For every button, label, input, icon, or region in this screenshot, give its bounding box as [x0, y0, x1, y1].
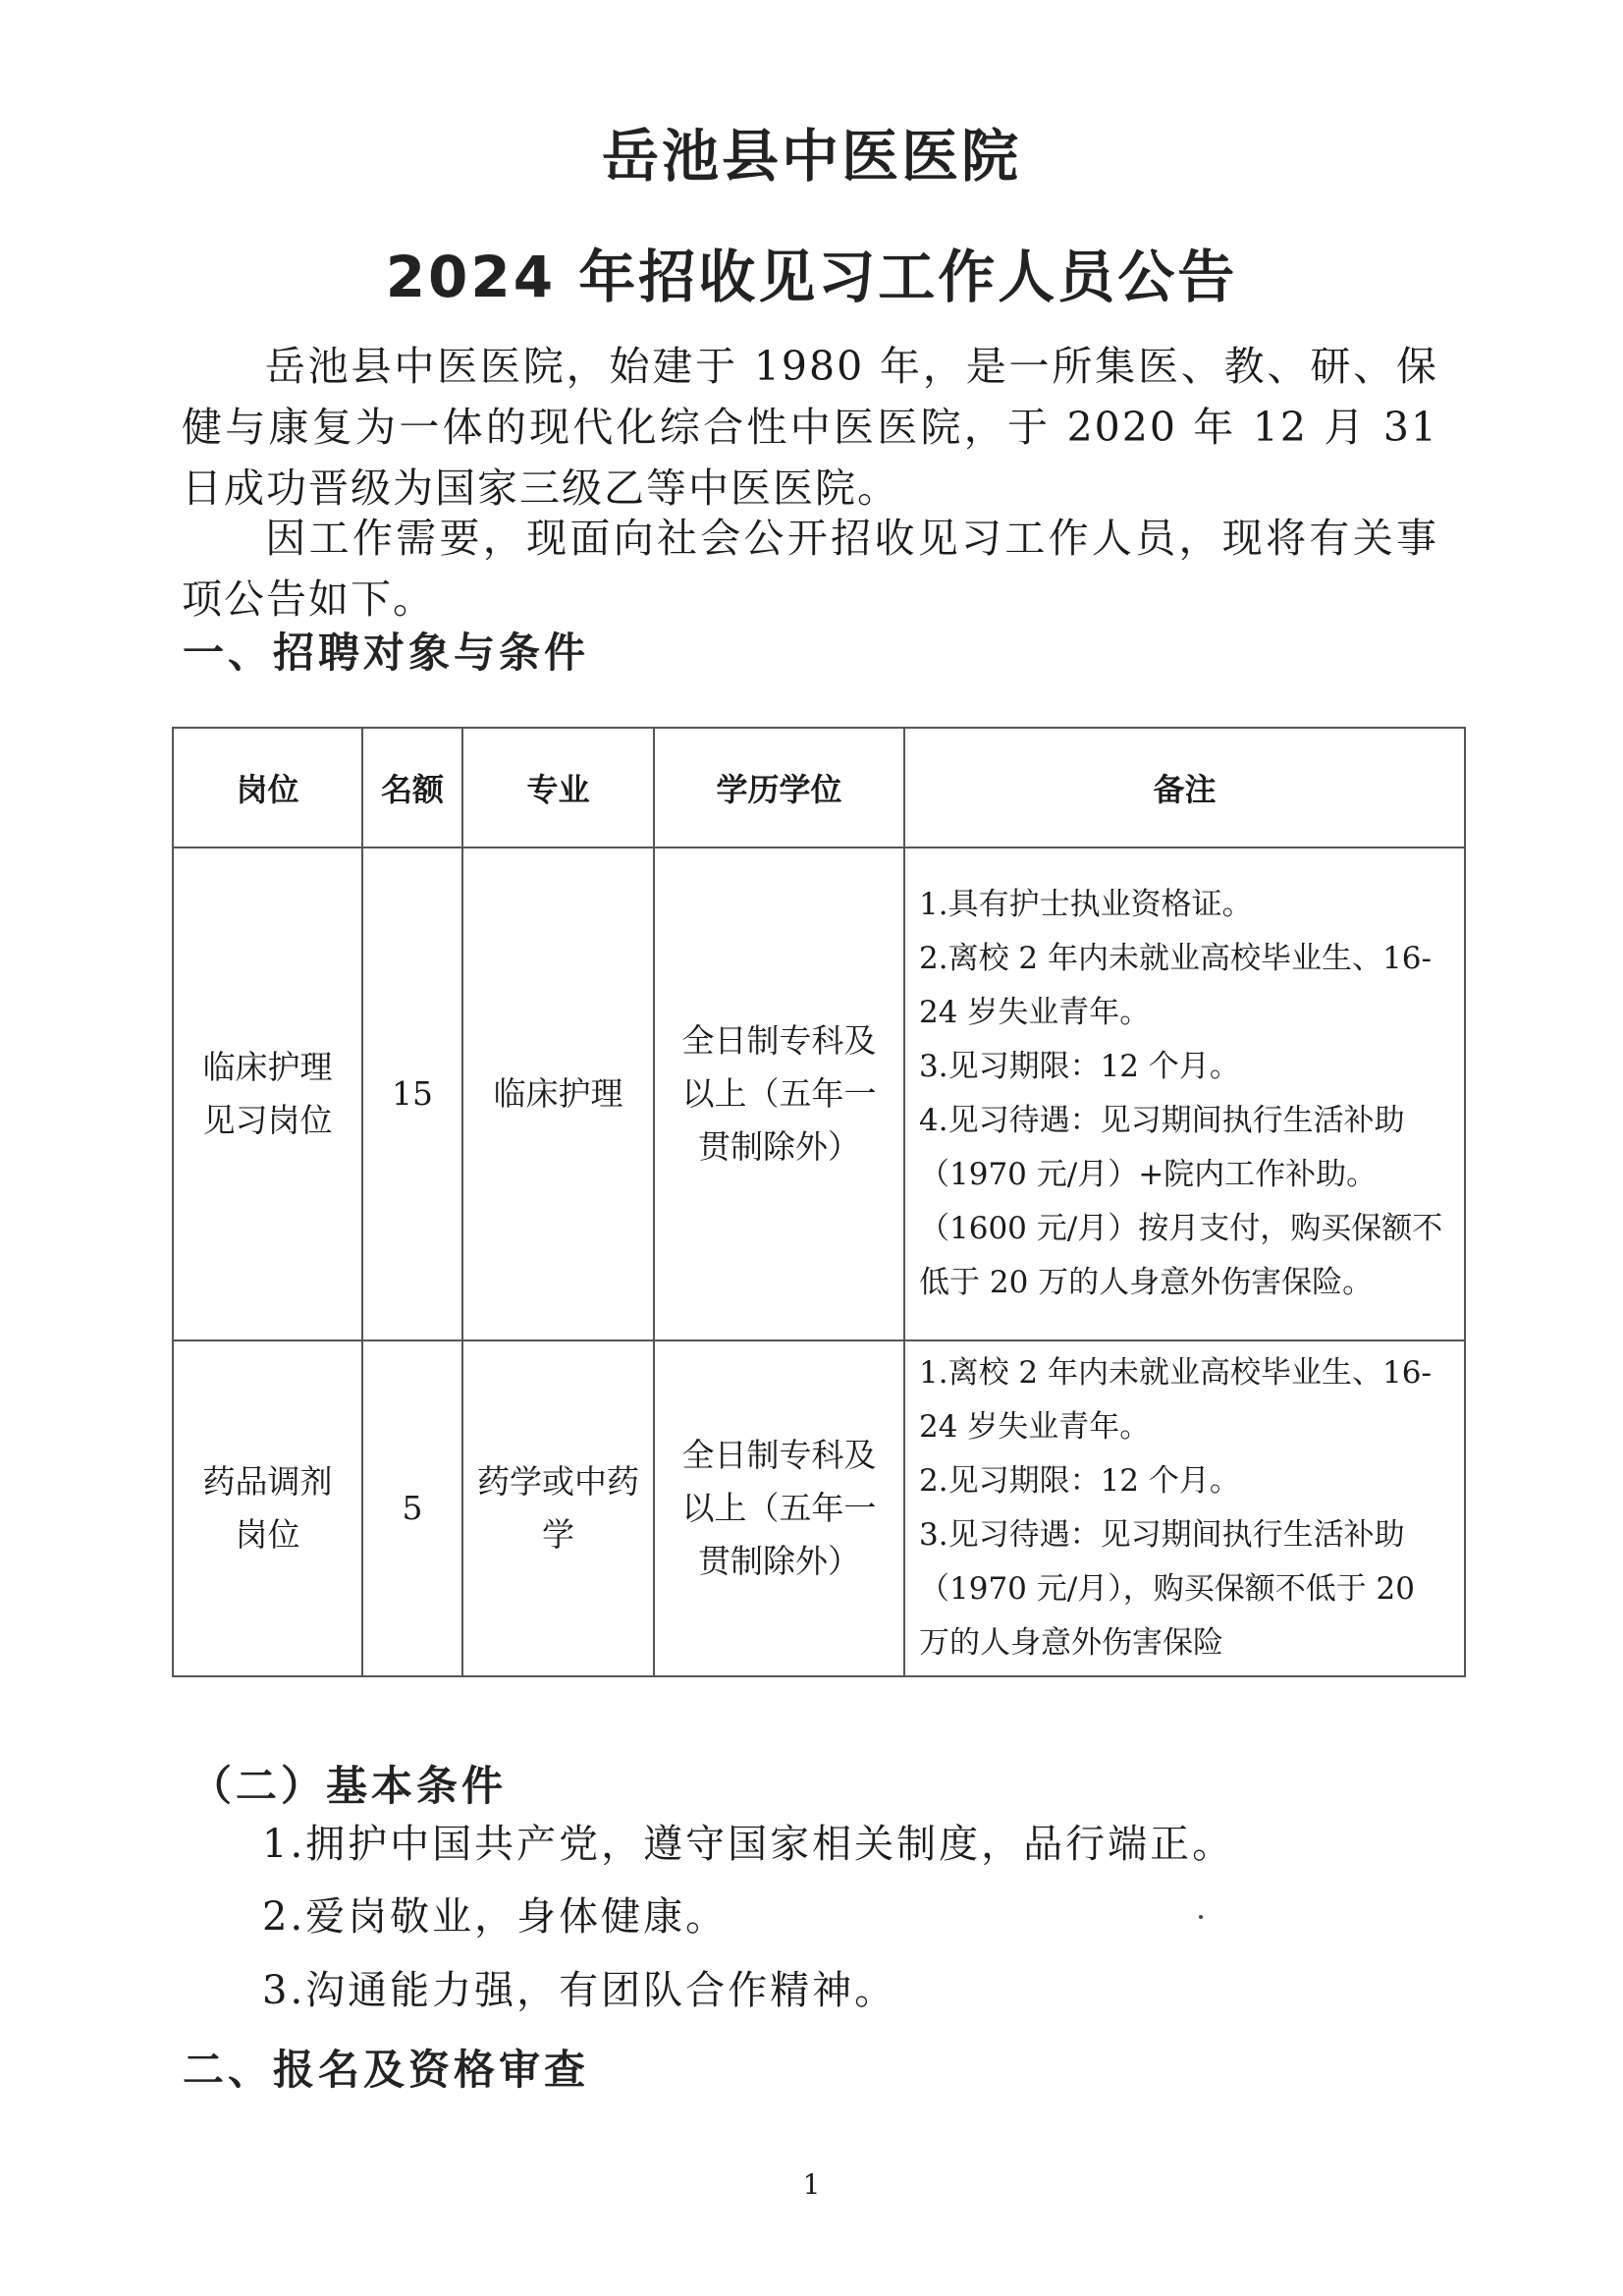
- table-row: [173, 847, 1465, 1340]
- scan-speck: [1199, 1915, 1203, 1919]
- header-major: 专业: [462, 728, 654, 847]
- cell-education: 全日制专科及以上（五年一贯制除外）: [654, 1340, 904, 1676]
- header-quota: 名额: [362, 728, 462, 847]
- header-education: 学历学位: [654, 728, 904, 847]
- table-row: [173, 1340, 1465, 1676]
- basic-condition-item: 3.沟通能力强，有团队合作精神。: [262, 1968, 897, 2013]
- notice-paragraph-text: 因工作需要，现面向社会公开招收见习工作人员，现将有关事项公告如下。: [182, 515, 1438, 623]
- section2-heading: 二、报名及资格审查: [183, 2046, 590, 2094]
- header-position: 岗位: [173, 728, 362, 847]
- document-title-line2: 2024 年招收见习工作人员公告: [385, 244, 1238, 310]
- document-title-line1: 岳池县中医医院: [601, 123, 1021, 190]
- note-line: 2.见习期限：12 个月。: [919, 1463, 1240, 1499]
- page-number: 1: [802, 2168, 821, 2201]
- cell-quota: 15: [362, 847, 462, 1340]
- recruitment-table: [172, 727, 1466, 1677]
- note-line: 3.见习待遇：见习期间执行生活补助（1970 元/月），购买保额不低于 20 万的人身意外伤害保险: [919, 1517, 1415, 1661]
- notice-paragraph: [182, 508, 1438, 629]
- cell-notes: [904, 1340, 1465, 1676]
- table-header-row: [173, 728, 1465, 847]
- cell-position: 临床护理见习岗位: [173, 847, 362, 1340]
- basic-conditions-heading: （二）基本条件: [190, 1762, 508, 1810]
- intro-paragraph-text: 岳池县中医医院，始建于 1980 年，是一所集医、教、研、保健与康复为一体的现代化综合性中医医院，于 2020 年 12 月 31 日成功晋级为国家三级乙等中医医院。: [182, 343, 1438, 512]
- cell-position: 药品调剂岗位: [173, 1340, 362, 1676]
- cell-notes: [904, 847, 1465, 1340]
- note-line: 1.具有护士执业资格证。: [919, 887, 1253, 922]
- intro-paragraph: [182, 336, 1438, 519]
- basic-condition-item: 2.爱岗敬业，身体健康。: [262, 1894, 729, 1940]
- section1-heading: 一、招聘对象与条件: [183, 629, 590, 677]
- note-line: 4.见习待遇：见习期间执行生活补助（1970 元/月）+院内工作补助。（1600 元/月）按月支付，购买保额不低于 20 万的人身意外伤害保险。: [919, 1103, 1443, 1300]
- header-notes: 备注: [904, 728, 1465, 847]
- cell-major: 临床护理: [462, 847, 654, 1340]
- cell-quota: 5: [362, 1340, 462, 1676]
- note-line: 3.见习期限：12 个月。: [919, 1049, 1240, 1084]
- note-line: 2.离校 2 年内未就业高校毕业生、16-24 岁失业青年。: [919, 941, 1432, 1030]
- cell-education: 全日制专科及以上（五年一贯制除外）: [654, 847, 904, 1340]
- note-line: 1.离校 2 年内未就业高校毕业生、16-24 岁失业青年。: [919, 1355, 1432, 1445]
- basic-condition-item: 1.拥护中国共产党，遵守国家相关制度，品行端正。: [262, 1822, 1235, 1867]
- cell-major: 药学或中药学: [462, 1340, 654, 1676]
